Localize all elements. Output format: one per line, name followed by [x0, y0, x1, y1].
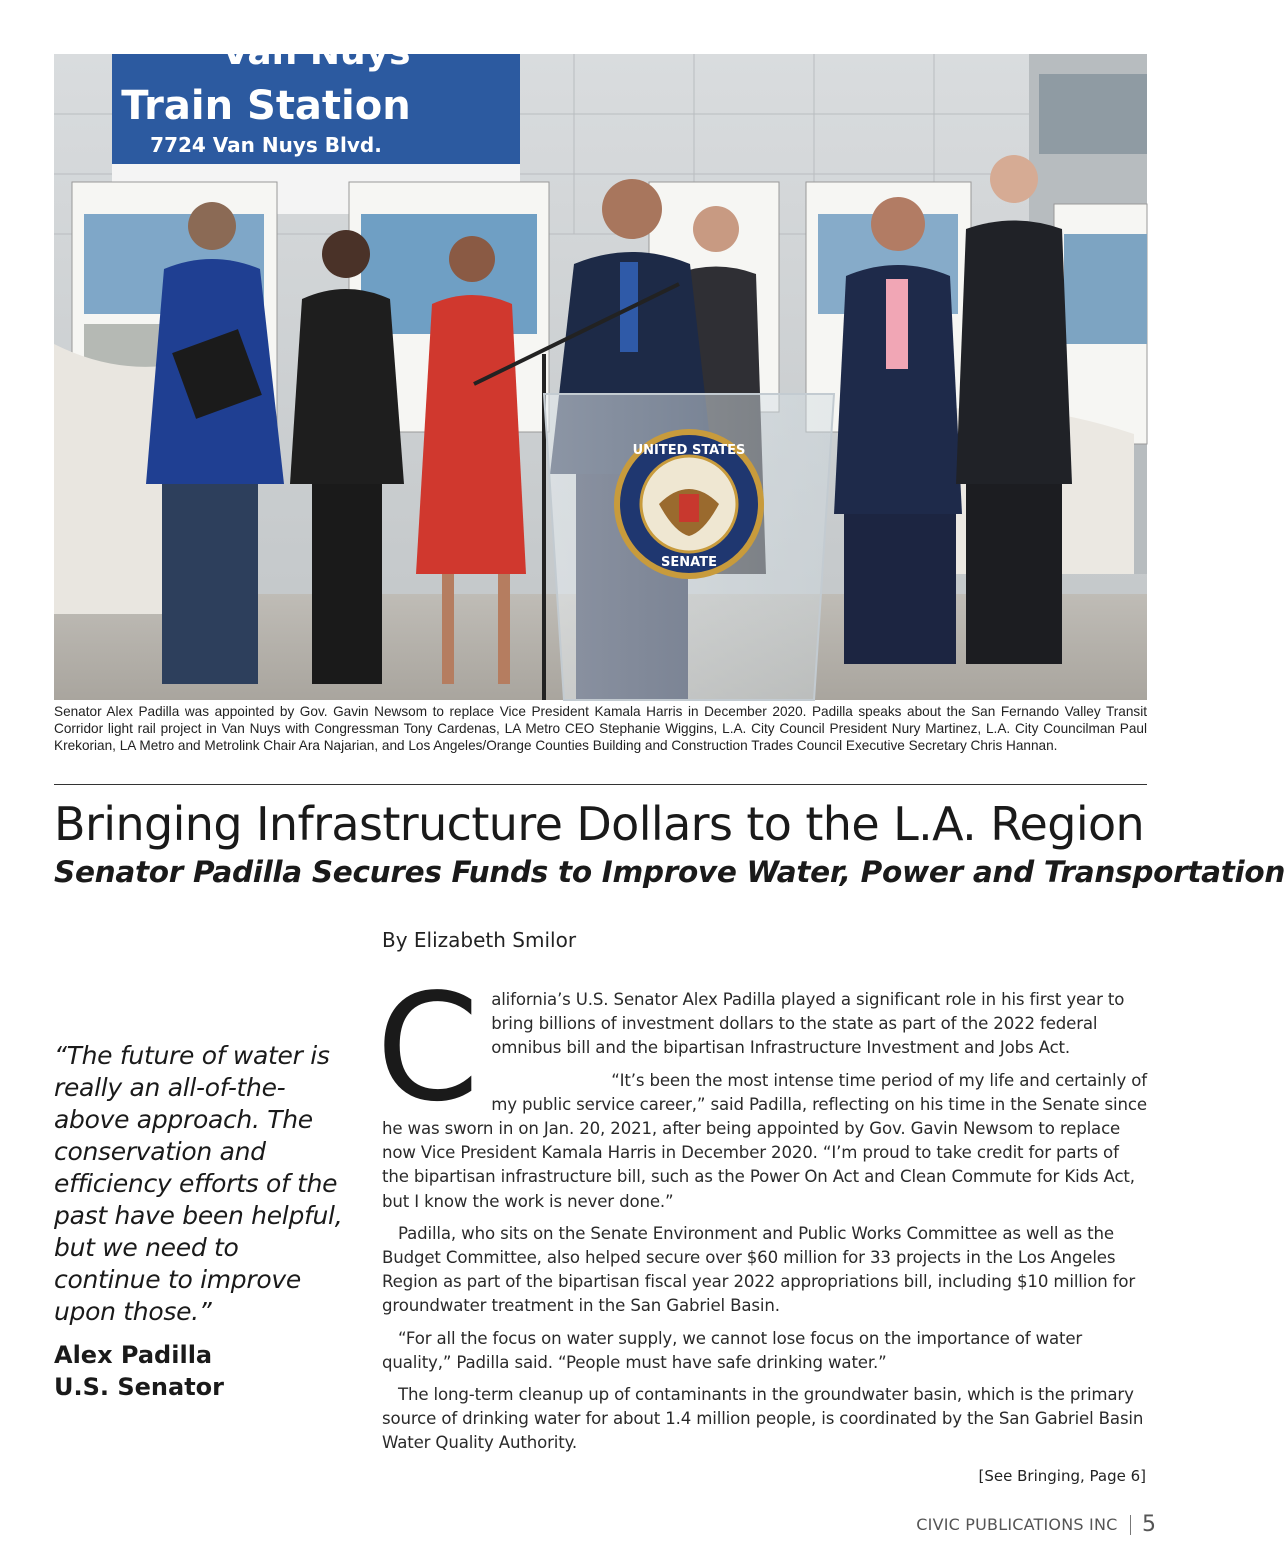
sign-title-text: Train Station: [121, 83, 411, 129]
drop-cap: C: [376, 962, 480, 1134]
seal-top-text: UNITED STATES: [632, 443, 746, 458]
article-headline: Bringing Infrastructure Dollars to the L.A. Region: [54, 797, 1145, 851]
caption-divider: [54, 784, 1147, 785]
continued-jump-line: [See Bringing, Page 6]: [978, 1467, 1146, 1485]
attribution-title: U.S. Senator: [54, 1373, 225, 1401]
photo-caption: Senator Alex Padilla was appointed by Gov. Gavin Newsom to replace Vice President Kamala Harris in December 2020. Padilla speaks about the San Fernando Valley Transit Corridor light rail project in Van Nuys with Congressman Tony Cardenas, LA Metro CEO Stephanie Wiggins, L.A. City Council President Nury Martinez, L.A. City Councilman Paul Krekorian, LA Metro and Metrolink Chair Ara Najarian, and Los Angeles/Orange Counties Building and Construction Trades Council Executive Secretary Chris Hannan.: [54, 704, 1147, 753]
attribution-name: Alex Padilla: [54, 1341, 213, 1369]
body-paragraph-2: “It’s been the most intense time period of my life and certainly of my public service career,” said Padilla, reflecting on his time in the Senate since he was sworn in on Jan. 20, 2021, after being appointed by Gov. Gavin Newsom to replace now Vice President Kamala Harris in December 2020. “I’m proud to take credit for parts of the bipartisan infrastructure bill, such as the Power On Act and Clean Commute for Kids Act, but I know the work is never done.”: [382, 1070, 1147, 1211]
article-subhead: Senator Padilla Secures Funds to Improve Water, Power and Transportation: [54, 855, 1285, 889]
sign-address-text: 7724 Van Nuys Blvd.: [150, 133, 382, 157]
pull-quote: “The future of water is really an all-of-the-above approach. The conservation and efficiency efforts of the past have been helpful, but we need to continue to improve upon those.”: [54, 1041, 343, 1326]
publication-name: CIVIC PUBLICATIONS INC: [916, 1515, 1118, 1534]
body-paragraph-3: Padilla, who sits on the Senate Environment and Public Works Committee as well as the Budget Committee, also helped secure over $60 million for 33 projects in the Los Angeles Region as part of the bipartisan fiscal year 2022 appropriations bill, including $10 million for groundwater treatment in the San Gabriel Basin.: [382, 1223, 1136, 1316]
body-paragraph-4: “For all the focus on water supply, we cannot lose focus on the importance of water quality,” Padilla said. “People must have safe drinking water.”: [382, 1328, 1083, 1372]
article-body: [376, 962, 1148, 1464]
pull-quote-attribution: [54, 1339, 344, 1403]
page-number: 5: [1142, 1512, 1156, 1537]
paragraph-1-text: alifornia’s U.S. Senator Alex Padilla played a significant role in his first year to bring billions of investment dollars to the state as part of the 2022 federal omnibus bill and the bipartisan Infrastructure Investment and Jobs Act.: [491, 990, 1125, 1058]
press-conference-photo: [54, 32, 1147, 700]
page-footer: [916, 1512, 1156, 1537]
seal-bottom-text: SENATE: [661, 555, 717, 570]
body-paragraph-5: The long-term cleanup up of contaminants in the groundwater basin, which is the primary source of drinking water for about 1.4 million people, is coordinated by the San Gabriel Basin Water Quality Authority.: [382, 1385, 1144, 1453]
body-paragraph-1: [376, 962, 1148, 1134]
sign-top-text: Van Nuys: [221, 32, 411, 73]
byline: By Elizabeth Smilor: [382, 928, 577, 952]
footer-divider: [1130, 1515, 1132, 1535]
